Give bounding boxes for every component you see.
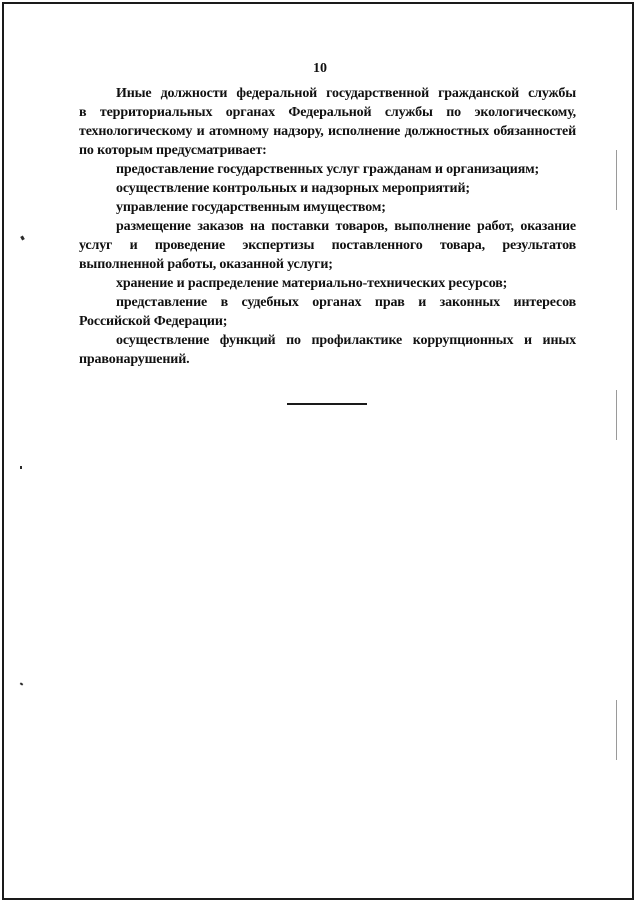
document-body bbox=[79, 84, 576, 369]
text-line: по которым предусматривает: bbox=[79, 143, 267, 158]
scan-bottom-edge bbox=[2, 898, 634, 900]
page-number: 10 bbox=[313, 61, 327, 76]
list-item: осуществление контрольных и надзорных мероприятий; bbox=[116, 181, 470, 196]
end-divider-line bbox=[287, 403, 367, 405]
list-item: управление государственным имуществом; bbox=[116, 200, 386, 215]
list-item: предоставление государственных услуг гражданам и организациям; bbox=[116, 162, 540, 177]
list-item: осуществление функций по профилактике коррупционных и иных bbox=[116, 333, 576, 348]
scan-noise-line bbox=[616, 700, 617, 760]
list-item: размещение заказов на поставки товаров, выполнение работ, оказание bbox=[116, 219, 576, 234]
text-line: технологическому и атомному надзору, исполнение должностных обязанностей bbox=[79, 124, 576, 139]
list-item: хранение и распределение материально-технических ресурсов; bbox=[116, 276, 508, 291]
list-item-continuation: выполненной работы, оказанной услуги; bbox=[79, 257, 333, 272]
scan-speck bbox=[20, 466, 22, 469]
list-item-continuation: правонарушений. bbox=[79, 352, 190, 367]
list-item: представление в судебных органах прав и законных интересов bbox=[116, 295, 576, 310]
text-line: в территориальных органах Федеральной службы по экологическому, bbox=[79, 105, 576, 120]
text-line: Иные должности федеральной государственной гражданской службы bbox=[116, 86, 576, 101]
scan-noise-line bbox=[616, 150, 617, 210]
scan-noise-line bbox=[616, 390, 617, 440]
list-item-continuation: услуг и проведение экспертизы поставленного товара, результатов bbox=[79, 238, 576, 253]
list-item-continuation: Российской Федерации; bbox=[79, 314, 228, 329]
